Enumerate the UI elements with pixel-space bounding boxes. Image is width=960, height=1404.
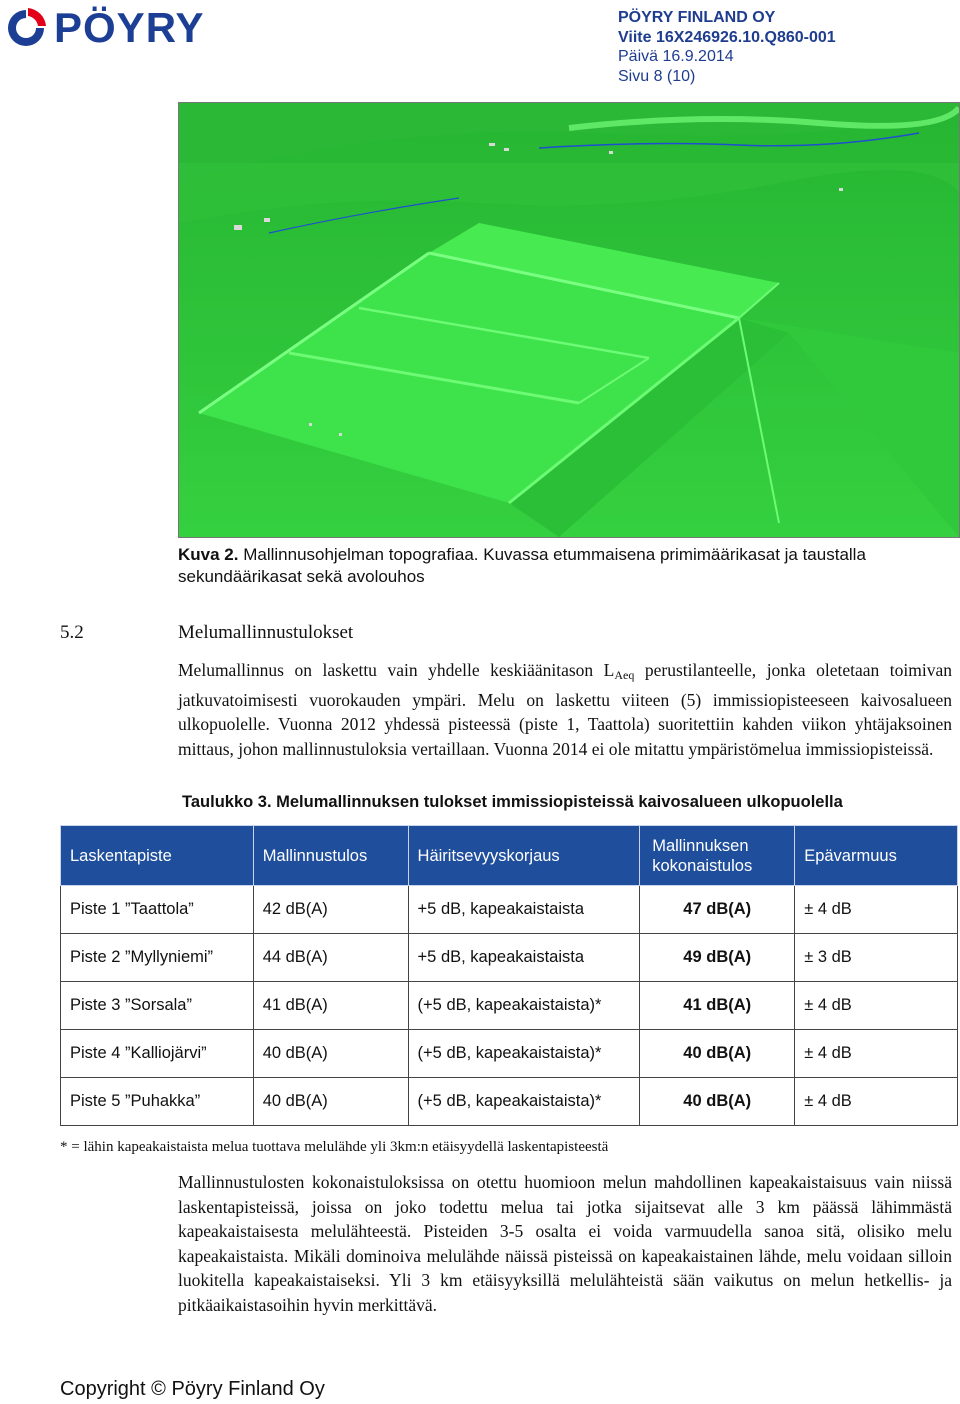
table-row [61, 982, 958, 1030]
laeq-subscript: Aeq [614, 668, 635, 682]
document-header [618, 8, 836, 86]
cell-uncertainty: ± 4 dB [795, 886, 958, 934]
section-number: 5.2 [60, 622, 84, 643]
cell-uncertainty: ± 4 dB [795, 982, 958, 1030]
table-row [61, 886, 958, 934]
cell-model-result: 44 dB(A) [253, 934, 408, 982]
cell-model-result: 40 dB(A) [253, 1078, 408, 1126]
section-title: Melumallinnustulokset [178, 622, 354, 643]
table-title: Taulukko 3. Melumallinnuksen tulokset immissiopisteissä kaivosalueen ulkopuolella [182, 793, 843, 811]
cell-total: 47 dB(A) [640, 886, 795, 934]
figure-caption [178, 544, 938, 588]
cell-total: 49 dB(A) [640, 934, 795, 982]
header-date: Päivä 16.9.2014 [618, 48, 734, 65]
figure-caption-label: Kuva 2. [178, 545, 239, 564]
terrain-illustration [179, 103, 959, 537]
cell-correction: +5 dB, kapeakaistaista [408, 886, 640, 934]
cell-total: 41 dB(A) [640, 982, 795, 1030]
table-row [61, 934, 958, 982]
cell-model-result: 40 dB(A) [253, 1030, 408, 1078]
cell-point: Piste 3 ”Sorsala” [61, 982, 254, 1030]
cell-total: 40 dB(A) [640, 1030, 795, 1078]
results-table [60, 825, 958, 1126]
table-row [61, 1078, 958, 1126]
cell-point: Piste 5 ”Puhakka” [61, 1078, 254, 1126]
cell-point: Piste 1 ”Taattola” [61, 886, 254, 934]
cell-total: 40 dB(A) [640, 1078, 795, 1126]
cell-model-result: 42 dB(A) [253, 886, 408, 934]
cell-model-result: 41 dB(A) [253, 982, 408, 1030]
cell-correction: +5 dB, kapeakaistaista [408, 934, 640, 982]
cell-correction: (+5 dB, kapeakaistaista)* [408, 982, 640, 1030]
cell-point: Piste 2 ”Myllyniemi” [61, 934, 254, 982]
header-kokonaistulos [640, 826, 795, 886]
paragraph-intro-rest: perustilanteelle, jonka oletetaan toimivan jatkuvatoimisesti vuorokauden ympäri. Melu on laskettu viiteen (5) immissiopisteeseen kaivosalueen ulkopuolelle. Vuonna 2012 yhdessä pisteessä (piste 1, Taattola) suoritettiin kahden viikon yhtäjaksoinen mittaus, johon mallinnustuloksia vertaillaan. Vuonna 2014 ei ole mitattu ympäristömelua immissiopisteissä. [178, 660, 952, 759]
cell-correction: (+5 dB, kapeakaistaista)* [408, 1030, 640, 1078]
cell-point: Piste 4 ”Kalliojärvi” [61, 1030, 254, 1078]
cell-uncertainty: ± 3 dB [795, 934, 958, 982]
paragraph-intro-start: Melumallinnus on laskettu vain yhdelle keskiäänitason L [178, 660, 615, 680]
company-logo [4, 4, 204, 52]
logo-wordmark: PÖYRY [54, 4, 205, 51]
footer-copyright: Copyright © Pöyry Finland Oy [60, 1378, 325, 1400]
paragraph-conclusion: Mallinnustulosten kokonaistuloksissa on otettu huomioon melun mahdollinen kapeakaistaisuus vain niissä laskentapisteissä, joissa on joko todettu melua tai jotka sijaitsevat alle 3 km päässä lähimmästä kapeakaistaisesta melulähteestä. Pisteiden 3-5 osalta ei voida varmuudella sanoa sitä, olisiko melu kapeakaistaista. Mikäli dominoiva melulähde näissä pisteissä on kapeakaistainen lähde, melu voidaan silloin luokitella kapeakaistaiseksi. Yli 3 km etäisyyksillä melulähteistä sään vaikutus on melun hetkellis- ja pitkäaikaistasoihin hyvin merkittävä. [178, 1172, 952, 1315]
header-kokonaistulos-label: Mallinnuksen kokonaistulos [652, 836, 753, 875]
poyry-logo-icon [4, 6, 48, 50]
cell-correction: (+5 dB, kapeakaistaista)* [408, 1078, 640, 1126]
header-epavarmuus: Epävarmuus [795, 826, 958, 886]
header-laskentapiste: Laskentapiste [61, 826, 254, 886]
header-hairitsevyyskorjaus: Häiritsevyyskorjaus [408, 826, 640, 886]
cell-uncertainty: ± 4 dB [795, 1030, 958, 1078]
table-header-row [61, 826, 958, 886]
header-page-number: Sivu 8 (10) [618, 67, 696, 85]
paragraph-intro [178, 658, 952, 761]
table-footnote: * = lähin kapeakaistaista melua tuottava melulähde yli 3km:n etäisyydellä laskentapisteestä [60, 1139, 609, 1155]
header-reference: Viite 16X246926.10.Q860-001 [618, 28, 836, 46]
figure-caption-text: Mallinnusohjelman topografiaa. Kuvassa etummaisena primimäärikasat ja taustalla sekundäärikasat sekä avolouhos [178, 545, 866, 586]
section-heading [60, 622, 353, 644]
table-row [61, 1030, 958, 1078]
cell-uncertainty: ± 4 dB [795, 1078, 958, 1126]
header-company: PÖYRY FINLAND OY [618, 9, 776, 26]
header-mallinnustulos: Mallinnustulos [253, 826, 408, 886]
topography-figure [178, 102, 960, 538]
